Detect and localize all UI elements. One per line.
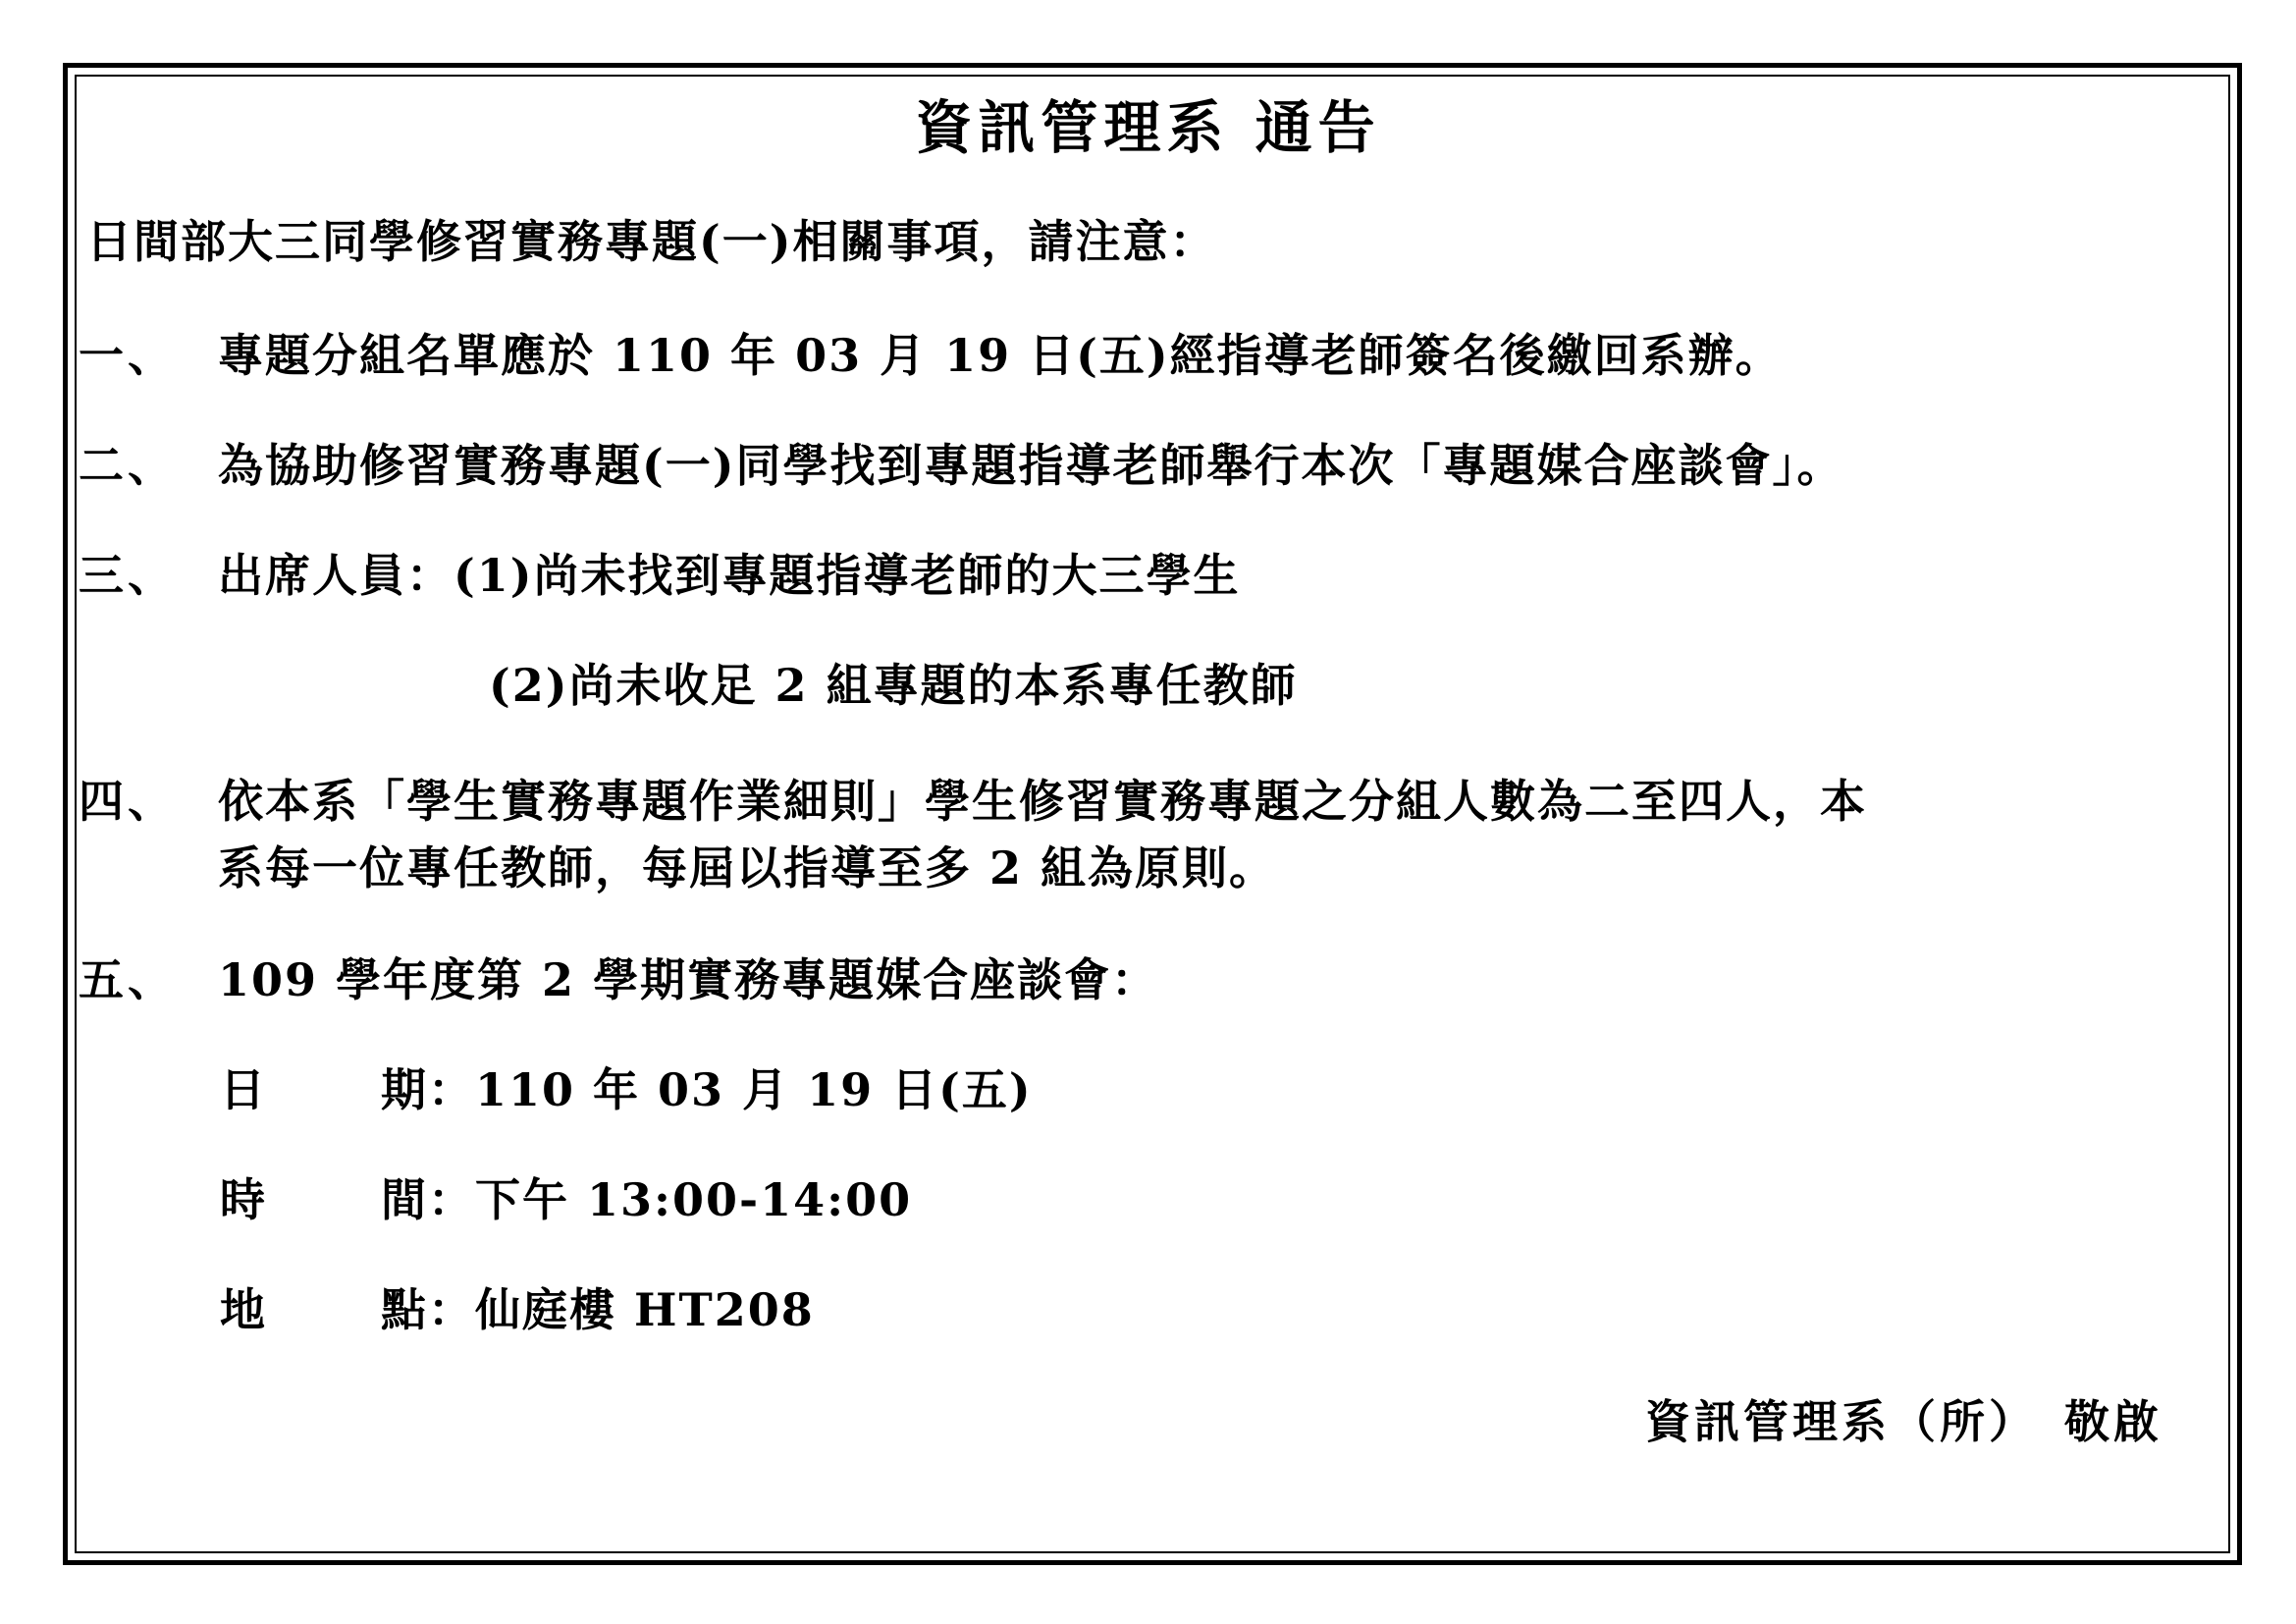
notice-title: 資訊管理系 通告	[915, 94, 1381, 161]
item-3-number: 三、	[79, 549, 177, 602]
item-2-text: 為協助修習實務專題(一)同學找到專題指導老師舉行本次「專題媒合座談會」。	[218, 439, 1844, 492]
item-1-text: 專題分組名單應於 110 年 03 月 19 日(五)經指導老師簽名後繳回系辦。	[218, 329, 1783, 382]
item-5-text: 109 學年度第 2 學期實務專題媒合座談會：	[218, 953, 1159, 1006]
detail-time-value: 間：下午 13:00-14:00	[381, 1173, 913, 1226]
detail-place-label: 地	[220, 1283, 265, 1336]
detail-date-value: 期：110 年 03 月 19 日(五)	[381, 1063, 1033, 1116]
item-2-number: 二、	[79, 439, 177, 492]
item-3-text: 出席人員：(1)尚未找到專題指導老師的大三學生	[218, 549, 1241, 602]
detail-date-label: 日	[220, 1063, 265, 1116]
item-4-number: 四、	[79, 775, 177, 828]
item-4-text-continued: 系每一位專任教師，每屆以指導至多 2 組為原則。	[218, 841, 1277, 894]
item-5-number: 五、	[79, 953, 177, 1006]
signature: 資訊管理系（所） 敬啟	[1645, 1395, 2163, 1448]
item-1-number: 一、	[79, 329, 177, 382]
item-3-subtext: (2)尚未收足 2 組專題的本系專任教師	[489, 659, 1298, 712]
item-4-text: 依本系「學生實務專題作業細則」學生修習實務專題之分組人數為二至四人，本	[218, 775, 1867, 828]
detail-time-label: 時	[220, 1173, 265, 1226]
notice-intro: 日間部大三同學修習實務專題(一)相關事項，請注意：	[86, 215, 1217, 268]
detail-place-value: 點：仙庭樓 HT208	[381, 1283, 815, 1336]
